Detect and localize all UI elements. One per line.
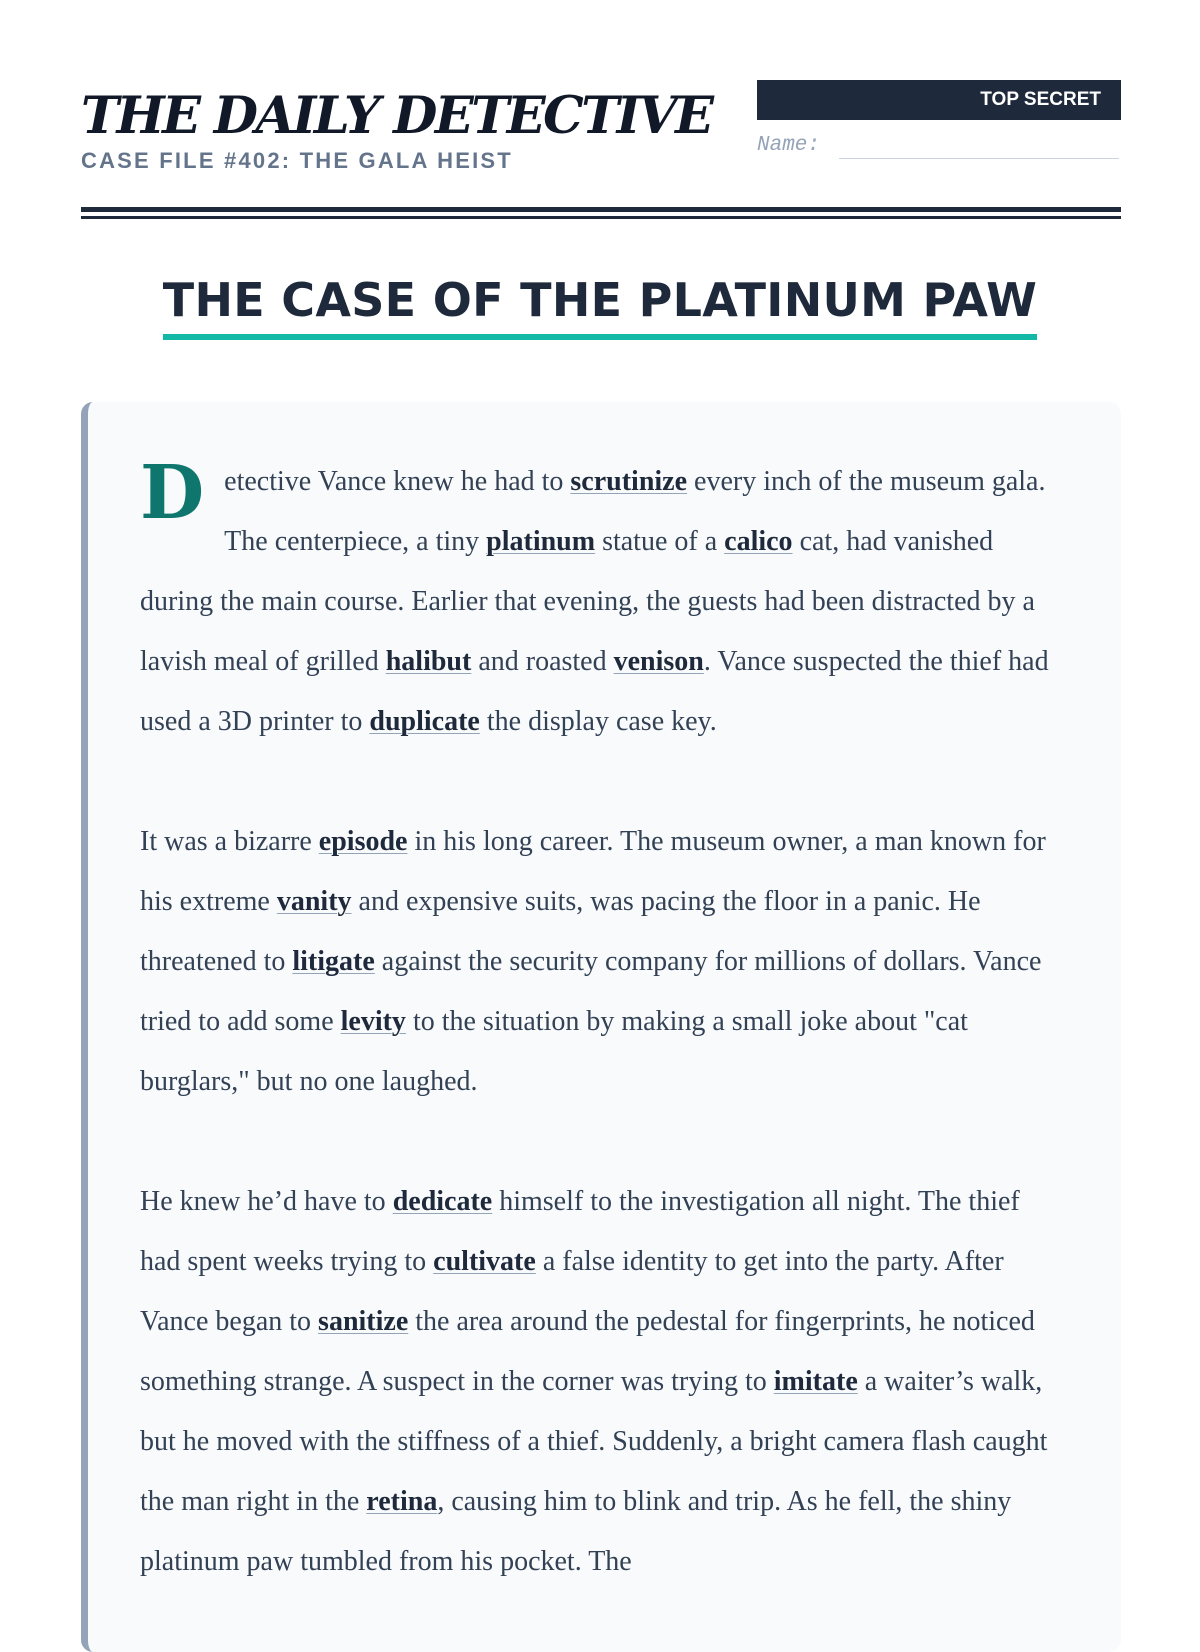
story-text: cat, had vanished during the main course. Earlier that evening, the guests had been distracted by a lavish meal of grilled (140, 526, 1035, 677)
vocab-word: cultivate (433, 1246, 536, 1277)
story-text: every inch of the museum gala. The centerpiece, a tiny (224, 466, 1046, 557)
name-write-line (839, 158, 1119, 159)
story-text: and expensive suits, was pacing the floor in a panic. He threatened to (140, 886, 981, 977)
vocab-word: imitate (773, 1366, 858, 1397)
vocab-word: halibut (385, 646, 472, 677)
story-text: to the situation by making a small joke about "cat burglars," but no one laughed. (140, 1006, 968, 1097)
story-panel (81, 402, 1121, 1652)
story-text: statue of a (595, 526, 725, 557)
vocab-word: episode (318, 826, 408, 857)
story-text: and roasted (471, 646, 614, 677)
story-title-heading (0, 268, 1200, 340)
vocab-word: venison (613, 646, 704, 677)
vocab-word: retina (366, 1486, 438, 1517)
story-text: . Vance suspected the thief had used a 3D printer to (140, 646, 1049, 737)
story-text: , causing him to blink and trip. As he fell, the shiny platinum paw tumbled from his pocket. The (140, 1486, 1012, 1577)
top-secret-badge (757, 80, 1121, 120)
story-text: a waiter’s walk, but he moved with the stiffness of a thief. Suddenly, a bright camera flash caught the man right in the (140, 1366, 1048, 1517)
story-paragraph-3 (140, 1172, 1066, 1592)
drop-cap: D (140, 450, 205, 536)
story-paragraph-2 (140, 812, 1066, 1112)
vocab-word: scrutinize (570, 466, 688, 497)
vocab-word: vanity (276, 886, 352, 917)
story-paragraph-1 (140, 452, 1066, 752)
story-text: in his long career. The museum owner, a man known for his extreme (140, 826, 1046, 917)
name-label: Name: (757, 134, 821, 157)
vocab-word: levity (340, 1006, 406, 1037)
vocab-word: calico (724, 526, 793, 557)
newspaper-title: THE DAILY DETECTIVE (81, 86, 712, 146)
story-text: the area around the pedestal for fingerprints, he noticed something strange. A suspect in the corner was trying to (140, 1306, 1035, 1397)
newspaper-header (81, 80, 1121, 220)
vocab-word: platinum (486, 526, 596, 557)
story-text: against the security company for millions of dollars. Vance tried to add some (140, 946, 1042, 1037)
header-rule-thin (81, 216, 1121, 219)
case-file-subtitle: CASE FILE #402: THE GALA HEIST (81, 148, 513, 173)
vocab-word: sanitize (318, 1306, 409, 1337)
story-text: himself to the investigation all night. The thief had spent weeks trying to (140, 1186, 1020, 1277)
story-text: He knew he’d have to (140, 1186, 393, 1217)
vocab-word: litigate (292, 946, 375, 977)
vocab-word: dedicate (392, 1186, 493, 1217)
story-text: It was a bizarre (140, 826, 319, 857)
paragraph-3-body (140, 1186, 1047, 1577)
story-text: a false identity to get into the party. After Vance began to (140, 1246, 1004, 1337)
top-secret-label: TOP SECRET (980, 89, 1101, 110)
story-text: the display case key. (479, 706, 717, 737)
story-title: THE CASE OF THE PLATINUM PAW (163, 268, 1037, 340)
header-rule-thick (81, 207, 1121, 212)
story-text: etective Vance knew he had to (224, 466, 571, 497)
paragraph-1-body (140, 466, 1049, 737)
paragraph-2-body (140, 826, 1046, 1097)
vocab-word: duplicate (369, 706, 480, 737)
